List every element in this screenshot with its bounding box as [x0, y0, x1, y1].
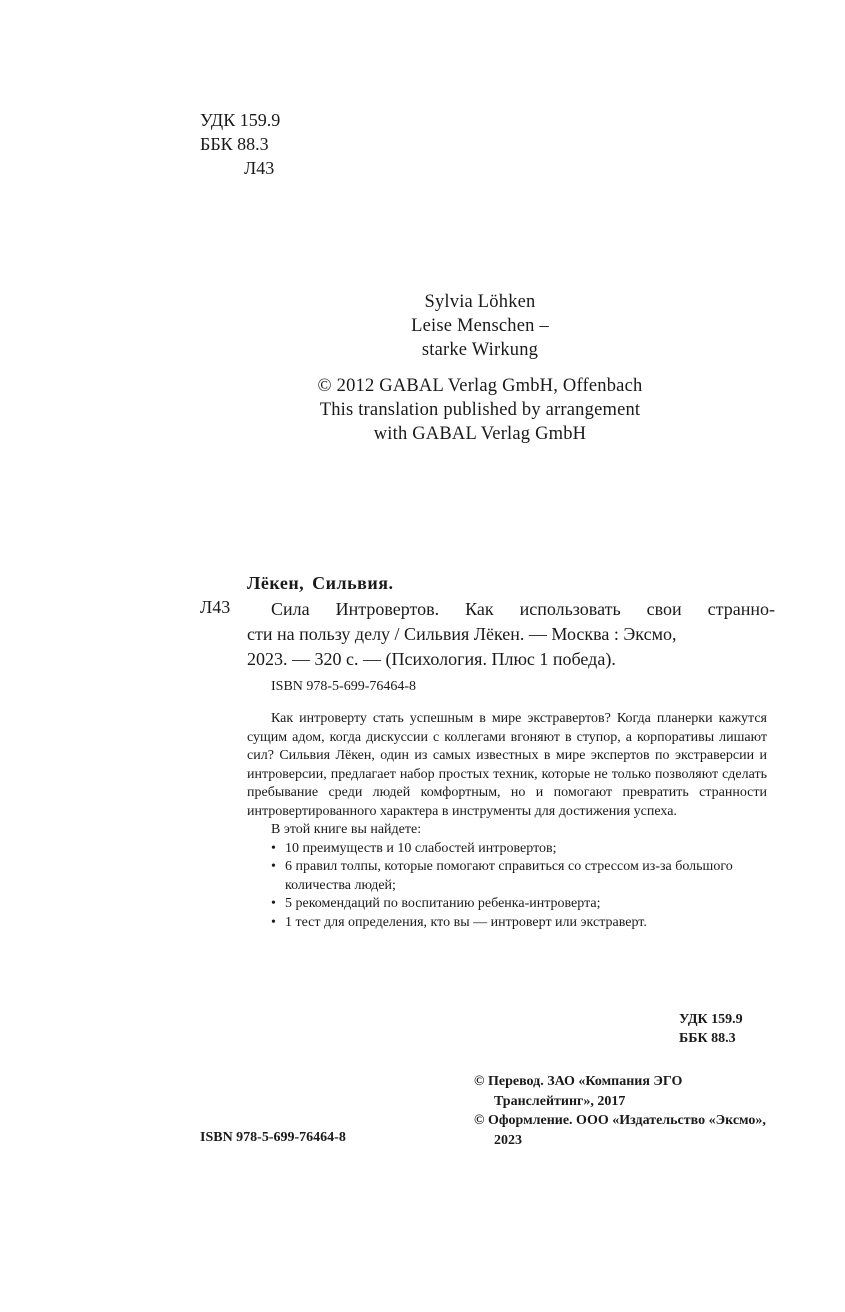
author-heading: Лёкен, Сильвия. [247, 573, 394, 593]
classification-codes-bottom [679, 1010, 743, 1048]
list-item: • 5 рекомендаций по воспитанию ребенка-интроверта; [271, 895, 767, 914]
translation-note-line-2: with GABAL Verlag GmbH [373, 424, 587, 444]
udk-code-bottom: УДК 159.9 [679, 1012, 743, 1027]
list-item: • 10 преимуществ и 10 слабостей интровертов; [271, 840, 767, 859]
bibliographic-isbn: ISBN 978-5-699-76464-8 [271, 679, 417, 694]
description-line-2: сти на пользу делу / Сильвия Лёкен. — Москва : Эксмо, [247, 624, 677, 644]
bbk-code: ББК 88.3 [200, 134, 269, 154]
description-line-3: 2023. — 320 с. — (Психология. Плюс 1 победа). [247, 649, 616, 669]
translation-note-line-1: This translation published by arrangement [319, 400, 641, 420]
annotation-paragraph: Как интроверту стать успешным в мире экстравертов? Когда планерки кажутся сущим адом, когда дискуссии с коллегами вгоняют в ступор, а корпоративы лишают сил? Сильвия Лёкен, один из самых известных в мире экспертов по экстраверсии и интроверсии, предлагает набор простых техник, которые не только позволяют сделать пребывание среди людей комфортным, но и помогают превратить странности интровертированного характера в инструменты для достижения успеха. [247, 711, 767, 819]
classification-codes-top [200, 108, 280, 180]
original-title-line-2: starke Wirkung [421, 340, 539, 360]
bibliographic-author-mark: Л43 [200, 597, 231, 617]
list-item: • 1 тест для определения, кто вы — интроверт или экстраверт. [271, 914, 767, 933]
annotation-list [247, 840, 767, 933]
description-line-1: Сила Интровертов. Как использовать свои странно- [271, 599, 775, 619]
translation-copyright: © Перевод. ЗАО «Компания ЭГО Транслейтинг», 2017 [474, 1074, 683, 1109]
copyright-notices [474, 1072, 774, 1150]
bibliographic-description [247, 597, 775, 672]
footer-isbn: ISBN 978-5-699-76464-8 [200, 1130, 346, 1145]
bbk-code-bottom: ББК 88.3 [679, 1031, 736, 1046]
original-title-line-1: Leise Menschen – [411, 316, 549, 336]
annotation [247, 710, 767, 932]
original-edition-info [230, 290, 730, 446]
author-mark: Л43 [244, 158, 275, 178]
udk-code: УДК 159.9 [200, 110, 281, 130]
original-author: Sylvia Löhken [424, 292, 536, 312]
original-copyright: © 2012 GABAL Verlag GmbH, Offenbach [317, 376, 643, 396]
list-item: • 6 правил толпы, которые помогают справиться со стрессом из-за большого количества людей; [271, 858, 767, 895]
design-copyright: © Оформление. ООО «Издательство «Эксмо», 2023 [474, 1113, 766, 1148]
annotation-intro: В этой книге вы найдете: [271, 822, 422, 837]
